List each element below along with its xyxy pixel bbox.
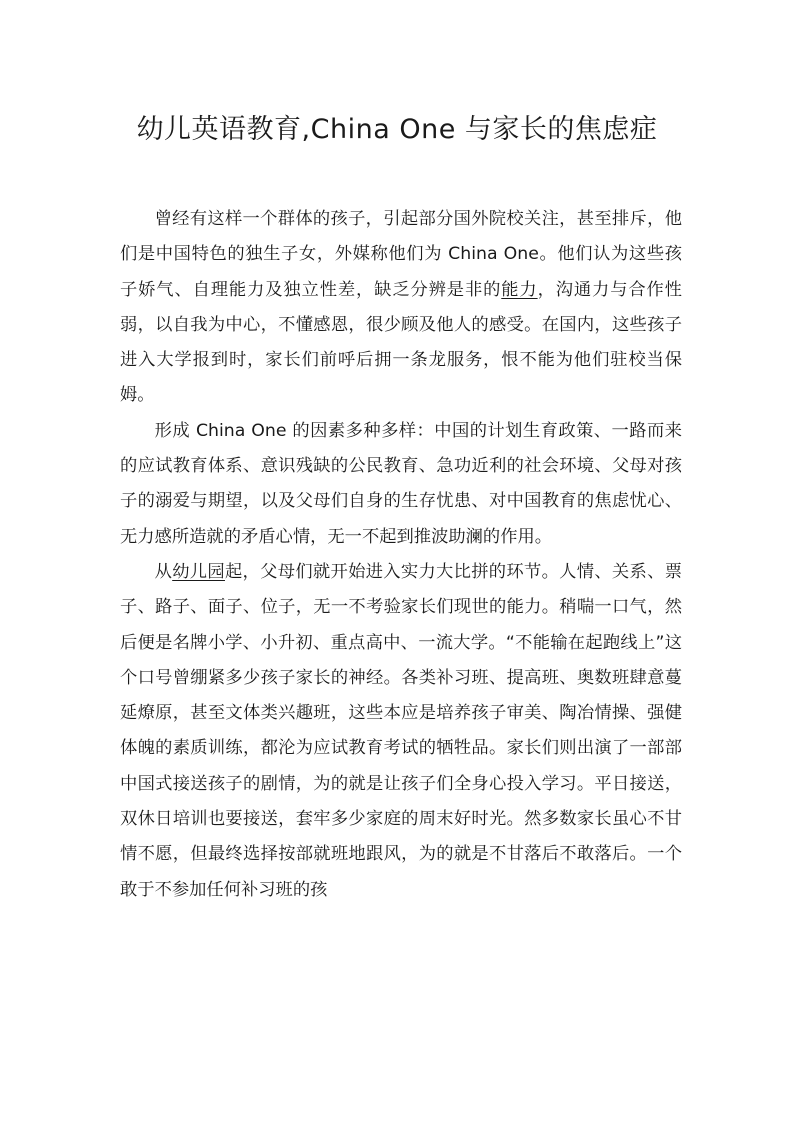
paragraph-2: [120, 414, 682, 555]
paragraph-3: [120, 555, 682, 908]
paragraph-1: [120, 202, 682, 414]
document-body: [120, 202, 682, 908]
paragraph-3-text: 从: [154, 561, 173, 582]
paragraph-1-text: 曾经有这样一个群体的孩子，引起部分国外院校关注，甚至排斥，他们是中国特色的独生子女，外媒称他们为 China One。他们认为这些孩子娇气、自理能力及独立性差，缺乏分辨是非的: [120, 209, 682, 300]
paragraph-2-text: 形成 China One 的因素多种多样：中国的计划生育政策、一路而来的应试教育体系、意识残缺的公民教育、急功近利的社会环境、父母对孩子的溺爱与期望，以及父母们自身的生存忧患、对中国教育的焦虑忧心、无力感所造就的矛盾心情，无一不起到推波助澜的作用。: [120, 420, 682, 547]
paragraph-3-text: 起，父母们就开始进入实力大比拼的环节。人情、关系、票子、路子、面子、位子，无一不考验家长们现世的能力。稍喘一口气，然后便是名牌小学、小升初、重点高中、一流大学。“不能输在起跑线上”这个口号曾绷紧多少孩子家长的神经。各类补习班、提高班、奥数班肆意蔓延燎原，甚至文体类兴趣班，这些本应是培养孩子审美、陶冶情操、强健体魄的素质训练，都沦为应试教育考试的牺牲品。家长们则出演了一部部中国式接送孩子的剧情，为的就是让孩子们全身心投入学习。平日接送，双休日培训也要接送，套牢多少家庭的周末好时光。然多数家长虽心不甘情不愿，但最终选择按部就班地跟风，为的就是不甘落后不敢落后。一个敢于不参加任何补习班的孩: [120, 561, 682, 900]
underlined-term-ability: 能力: [501, 279, 538, 300]
paragraph-1-text: ，沟通力与合作性弱，以自我为中心，不懂感恩，很少顾及他人的感受。在国内，这些孩子进入大学报到时，家长们前呼后拥一条龙服务，恨不能为他们驻校当保姆。: [120, 279, 682, 406]
document-title: 幼儿英语教育,China One 与家长的焦虑症: [136, 114, 658, 145]
underlined-term-kindergarten: 幼儿园: [172, 561, 225, 582]
